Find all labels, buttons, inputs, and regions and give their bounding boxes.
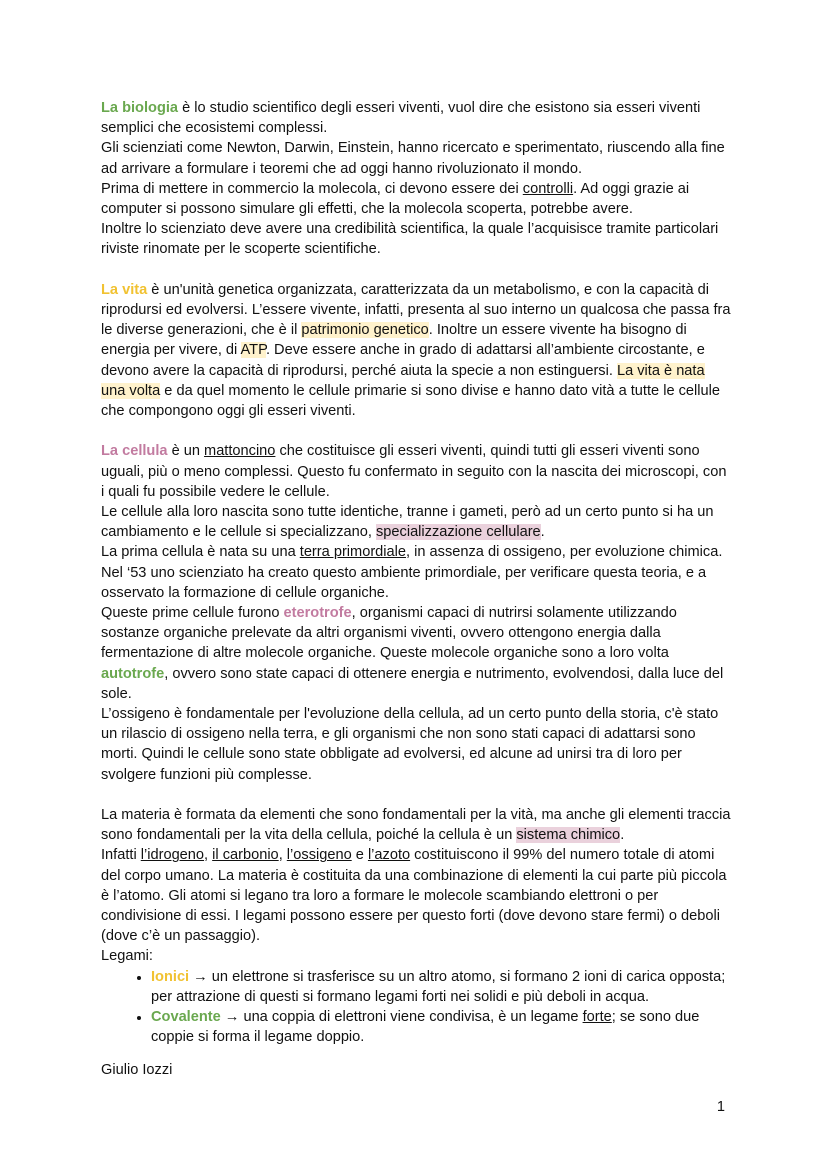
highlight-patrimonio-genetico: patrimonio genetico [301, 322, 429, 339]
text: . [540, 524, 545, 541]
paragraph-eterotrofe [101, 603, 731, 704]
paragraph-specializzazione [101, 502, 731, 542]
text: , [204, 847, 213, 864]
text: costituiscono il 99% del numero totale di atomi del corpo umano. La materia è costituita da una combinazione di elementi la cui parte più piccola è l’atomo. Gli atomi si legano tra loro a formare le molecole scambiando elettroni o per condivisione di essi. I legami possono essere per questo forti (dove devono stare fermi) o deboli (dove c’è un passaggio). [101, 847, 727, 945]
text: La materia è formata da elementi che sono fondamentali per la vità, ma anche gli elementi traccia sono fondamentali per la vita della cellula, poiché la cellula è un [101, 807, 731, 844]
paragraph-credibilita: Inoltre lo scienziato deve avere una credibilità scientifica, la quale l’acquisisce tramite particolari riviste rinomate per le scoperte scientifiche. [101, 221, 719, 258]
paragraph-scienziati: Gli scienziati come Newton, Darwin, Einstein, hanno ricercato e sperimentato, riuscendo alla fine ad arrivare a formulare i teoremi che ad oggi hanno rivoluzionato il mondo. [101, 140, 725, 177]
text: . [620, 827, 625, 844]
text: è un'unità genetica organizzata, caratterizzata da un metabolismo, e con la capacità di riprodursi ed evolversi. L’essere vivente, infatti, presenta al suo interno un qualcosa che passa fra le diverse generazioni, che è il [101, 281, 731, 339]
paragraph-elementi [101, 845, 731, 946]
paragraph-biologia-intro [101, 98, 731, 138]
text: . Deve essere anche in grado di adattarsi all’ambiente circostante, e devono avere la capacità di riprodursi, perché aiuta la specie a non estinguersi. [101, 342, 705, 379]
term-ionici: Ionici [151, 968, 190, 985]
text: Infatti [101, 847, 141, 864]
list-item-covalente [151, 1007, 731, 1047]
underlined-terra-primordiale: terra primordiale [299, 544, 407, 561]
text: La prima cellula è nata su una [101, 544, 300, 561]
spacer [101, 421, 731, 441]
term-cellula: La cellula [101, 443, 168, 460]
text: è un [167, 443, 205, 460]
legami-list [101, 967, 731, 1048]
text: è lo studio scientifico degli esseri viventi, vuol dire che esistono sia esseri viventi semplici che ecosistemi complessi. [101, 100, 701, 137]
underlined-controlli: controlli [522, 180, 574, 197]
term-covalente: Covalente [151, 1009, 221, 1026]
text: . Ad oggi grazie ai computer si possono simulare gli effetti, che la molecola scoperta, potrebbe avere. [101, 180, 690, 218]
term-biologia: La biologia [101, 100, 179, 116]
text: Queste prime cellule furono [101, 605, 284, 622]
text: , in assenza di ossigeno, per evoluzione chimica. Nel ‘53 uno scienziato ha creato questo ambiente primordiale, per verificare questa teoria, e a osservato la formazione di cellule organiche. [101, 544, 723, 601]
text: , organismi capaci di nutrirsi solamente utilizzando sostanze organiche prelevate da altri organismi viventi, ovvero ottengono energia dalla fermentazione di altre molecole organiche. Queste molecole organiche sono a loro volta [101, 605, 677, 662]
paragraph-prima-cellula [101, 542, 731, 603]
spacer [101, 260, 731, 280]
underlined-ossigeno: l’ossigeno [286, 847, 352, 864]
text: → una coppia di elettroni viene condivisa, è un legame [220, 1009, 583, 1026]
underlined-mattoncino: mattoncino [204, 443, 276, 460]
paragraph-materia [101, 805, 731, 845]
highlight-sistema-chimico: sistema chimico [516, 827, 621, 844]
text: e da quel momento le cellule primarie si sono divise e hanno dato vità a tutte le cellule che compongono oggi gli esseri viventi. [101, 382, 720, 420]
page-number: 1 [716, 1099, 725, 1115]
list-item-ionici [151, 967, 731, 1007]
signature: Giulio Iozzi [101, 1061, 173, 1078]
term-eterotrofe: eterotrofe [283, 605, 352, 622]
text: → un elettrone si trasferisce su un altro atomo, si formano 2 ioni di carica opposta; per attrazione di questi si formano legami forti nei solidi e più deboli in acqua. [151, 968, 726, 1005]
underlined-azoto: l’azoto [367, 847, 411, 864]
underlined-idrogeno: l’idrogeno [140, 847, 205, 864]
text: Prima di mettere in commercio la molecola, ci devono essere dei [101, 180, 523, 197]
term-autotrofe: autotrofe [101, 665, 165, 682]
text: , [278, 847, 287, 864]
highlight-specializzazione-cellulare: specializzazione cellulare [376, 524, 541, 541]
document-body [101, 98, 731, 1080]
paragraph-ossigeno: L’ossigeno è fondamentale per l'evoluzione della cellula, ad un certo punto della storia, c'è stato un rilascio di ossigeno nella terra, e gli organismi che non sono stati capaci di adattarsi sono morti. Quindi le cellule sono state obbligate ad evolversi, ed alcune ad unirsi tra di loro per svolgere funzioni più complesse. [101, 706, 719, 783]
text: e [351, 847, 368, 864]
paragraph-vita [101, 280, 731, 421]
text: ; se sono due coppie si forma il legame doppio. [151, 1009, 700, 1046]
text: Le cellule alla loro nascita sono tutte identiche, tranne i gameti, però ad un certo punto si ha un cambiamento e le cellule si specializzano, [101, 504, 714, 541]
underlined-forte: forte [582, 1009, 612, 1026]
highlight-atp: ATP [240, 342, 266, 359]
paragraph-cellula-intro [101, 441, 731, 502]
spacer [101, 785, 731, 805]
legami-label: Legami: [101, 948, 153, 965]
text: , ovvero sono state capaci di ottenere energia e nutrimento, evolvendosi, dalla luce del sole. [101, 665, 724, 702]
underlined-carbonio: il carbonio [212, 847, 279, 864]
text: che costituisce gli esseri viventi, quindi tutti gli esseri viventi sono uguali, più o meno complessi. Questo fu confermato in seguito con la nascita dei microscopi, con i quali fu possibile vedere le cellule. [101, 443, 727, 500]
paragraph-controlli [101, 179, 731, 219]
text: . Inoltre un essere vivente ha bisogno di energia per vivere, di [101, 322, 687, 359]
highlight-vita-nata: La vita è nata una volta [101, 362, 705, 399]
term-vita: La vita [101, 281, 148, 298]
